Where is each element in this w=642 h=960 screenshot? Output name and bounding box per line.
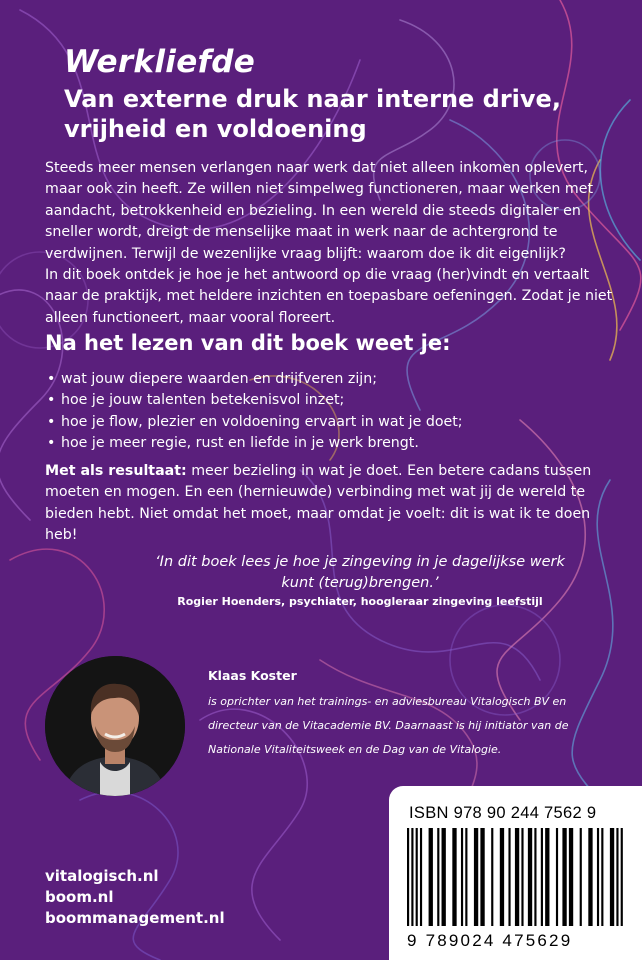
author-bio: is oprichter van het trainings- en adviesbureau Vitalogisch BV en directeur van de Vitacademie BV. Daarnaast is hij initiator van de Nationale Vitaliteitsweek en de Dag van de Vitalogie. [208,695,569,756]
barcode-bar [429,828,433,926]
book-title: Werkliefde [64,44,256,80]
barcode-bar [442,828,446,926]
barcode-bar [528,828,532,926]
bullet-icon: • [47,435,56,452]
list-item [45,390,605,411]
barcode-bar [480,828,484,926]
list-item [45,433,605,454]
barcode-icon [407,828,625,928]
barcode-bar [556,828,558,926]
bullet-icon: • [47,392,56,409]
list-item-text: hoe je flow, plezier en voldoening ervaart in wat je doet; [61,413,463,430]
barcode-bar [610,828,614,926]
barcode-bar [521,828,523,926]
result-label: Met als resultaat: [45,463,187,479]
bullet-icon: • [47,413,56,430]
barcode-bar [474,828,478,926]
barcode-digits: 9 789024 475629 [407,931,573,950]
barcode-bar [597,828,599,926]
website-link: vitalogisch.nl [45,867,159,885]
website-list [45,866,225,929]
website-link: boommanagement.nl [45,909,225,927]
website-link: boom.nl [45,888,114,906]
barcode-bar [411,828,413,926]
barcode-bar [541,828,543,926]
bullet-icon: • [47,371,56,387]
barcode-bar [515,828,519,926]
barcode-bar [616,828,618,926]
barcode-bar [562,828,566,926]
barcode-bar [465,828,467,926]
list-item [45,369,605,390]
barcode-bar [621,828,623,926]
book-subtitle: Van externe druk naar interne drive, vrijheid en voldoening [64,85,561,143]
isbn-label: ISBN 978 90 244 7562 9 [409,804,597,822]
barcode-panel [389,786,642,960]
list-item-text: hoe je jouw talenten betekenisvol inzet; [61,392,345,409]
barcode-bar [461,828,463,926]
learning-list [45,369,605,455]
barcode-bar [420,828,422,926]
learning-heading: Na het lezen van dit boek weet je: [45,331,451,355]
list-item-text: hoe je meer regie, rust en liefde in je werk brengt. [61,435,419,452]
result-paragraph [45,461,615,547]
author-name: Klaas Koster [208,668,297,683]
result-text: meer bezieling in wat je doet. Een betere cadans tussen moeten en mogen. En een (hernieuwde) verbinding met wat jij de wereld te bieden hebt. Niet omdat het moet, maar omdat je voelt: dit is wat ik te doen heb! [45,463,592,544]
barcode-bar [601,828,603,926]
barcode-bar [545,828,549,926]
endorsement-author: Rogier Hoenders, psychiater, hoogleraar zingeving leefstijl [177,595,543,608]
barcode-bar [437,828,439,926]
intro-paragraph-1: Steeds meer mensen verlangen naar werk dat niet alleen inkomen oplevert, maar ook zin heeft. Ze willen niet simpelweg functioneren, maar werken met aandacht, betrokkenheid en bezieling. In een wereld die steeds digitaler en sneller wordt, dreigt de menselijke maat in werk naar de achtergrond te verdwijnen. Terwijl de wezenlijke vraag blijft: waarom doe ik dit eigenlijk? [45,160,594,262]
barcode-bar [508,828,510,926]
list-item-text: wat jouw diepere waarden en drijfveren zijn; [61,371,378,387]
barcode-bar [452,828,456,926]
author-photo [45,656,185,796]
barcode-bar [416,828,418,926]
list-item [45,412,605,433]
barcode-bar [500,828,504,926]
barcode-bar [534,828,536,926]
barcode-bar [569,828,573,926]
intro-paragraph-2: In dit boek ontdek je hoe je het antwoord op die vraag (her)vindt en vertaalt naar de praktijk, met heldere inzichten en toepasbare oefeningen. Zodat je niet alleen functioneert, maar vooral floreert. [45,267,613,326]
barcode-bar [407,828,409,926]
intro-text [45,158,615,329]
barcode-bar [580,828,582,926]
barcode-bar [588,828,592,926]
barcode-bar [491,828,493,926]
endorsement-quote: ‘In dit boek lees je hoe je zingeving in je dagelijkse werk kunt (terug)brengen.’ [155,554,565,591]
